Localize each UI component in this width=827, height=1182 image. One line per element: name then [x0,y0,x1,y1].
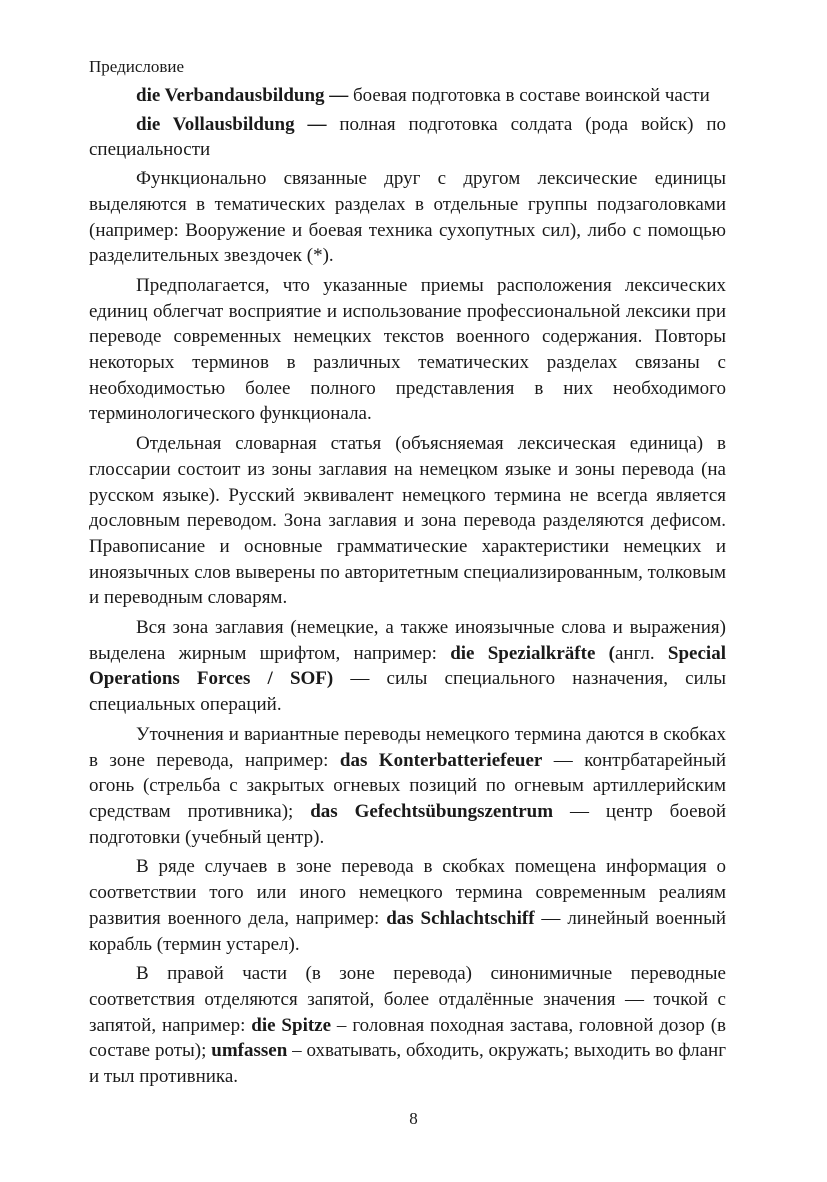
paragraph-entry-structure: Отдельная словарная статья (объясняемая лексическая единица) в глоссарии состоит из зоны заглавия на немецком языке и зоны перевода (на русском языке). Русский эквивалент немецкого термина не всегда является дословным переводом. Зона заглавия и зона перевода разделяются дефисом. Правописание и основные грамматические характеристики немецких и иноязычных слов выверены по авторитетным специализированным, толковым и переводным словарям. [89,433,726,609]
paragraph-clarifications [89,722,726,851]
glossary-entry [89,112,726,163]
text-run: — центр боевой подготовки (учебный центр). [89,800,727,848]
paragraph-modern-realities [89,854,726,957]
example-term: die Spitze [251,1014,332,1036]
paragraph-functional-groups: Функционально связанные друг с другом лексические единицы выделяются в тематических разделах в отдельные группы подзаголовками (например: Вооружение и боевая техника сухопутных сил), либо с помощью разделительных звездочек (*). [89,168,726,267]
example-term: das Gefechtsübungszentrum [310,800,554,822]
entry-dash: — [324,85,354,106]
text-run: англ. [614,642,668,664]
entry-dash: — [294,113,340,135]
text-run: Уточнения и вариантные переводы немецкого термина даются в скобках в зоне перевода, например: [89,723,726,771]
example-term: das Schlachtschiff [386,907,535,929]
text-run: Вся зона заглавия (немецкие, а также иноязычные слова и выражения) выделена жирным шрифтом, например: [89,617,726,664]
entry-term: die Vollausbildung [136,113,295,135]
text-run: — контрбатарейный огонь (стрельба с закрытых огневых позиций по огневым артиллерийским средствам противника); [89,749,726,822]
text-run: — линейный военный корабль (термин устарел). [89,907,727,955]
example-term: die Spezialkräfte ( [450,642,615,664]
text-run: – головная походная застава, головной дозор (в составе роты); [89,1014,726,1062]
glossary-entry [89,83,726,109]
entry-translation: боевая подготовка в составе воинской части [353,85,710,106]
text-run: В правой части (в зоне перевода) синонимичные переводные соответствия отделяются запятой, более отдалённые значения — точкой с запятой, например: [89,963,726,1036]
example-term: umfassen [211,1040,288,1062]
body-text [89,83,726,1090]
text-run: — силы специального назначения, силы специальных операций. [89,668,727,716]
example-term: das Konterbatteriefeuer [339,749,543,771]
entry-translation: полная подготовка солдата (рода войск) по специальности [89,113,726,161]
page-number: 8 [409,1109,418,1128]
running-head: Предисловие [89,57,185,76]
text-run: В ряде случаев в зоне перевода в скобках помещена информация о соответствии того или иного немецкого термина современным реалиям развития военного дела, например: [89,856,726,929]
paragraph-layout-purpose: Предполагается, что указанные приемы расположения лексических единиц облегчат восприятие и использование профессиональной лексики при переводе современных немецких текстов военного содержания. Повторы некоторых терминов в различных тематических разделах связаны с необходимостью более полного представления в них необходимого терминологического функционала. [89,274,726,425]
text-run: – охватывать, обходить, окружать; выходить во фланг и тыл противника. [89,1040,727,1088]
paragraph-synonym-separators [89,961,726,1090]
paragraph-bold-heading-zone [89,615,726,718]
entry-term: die Verbandausbildung [136,85,325,106]
example-term: Special Operations Forces / SOF) [89,642,726,690]
